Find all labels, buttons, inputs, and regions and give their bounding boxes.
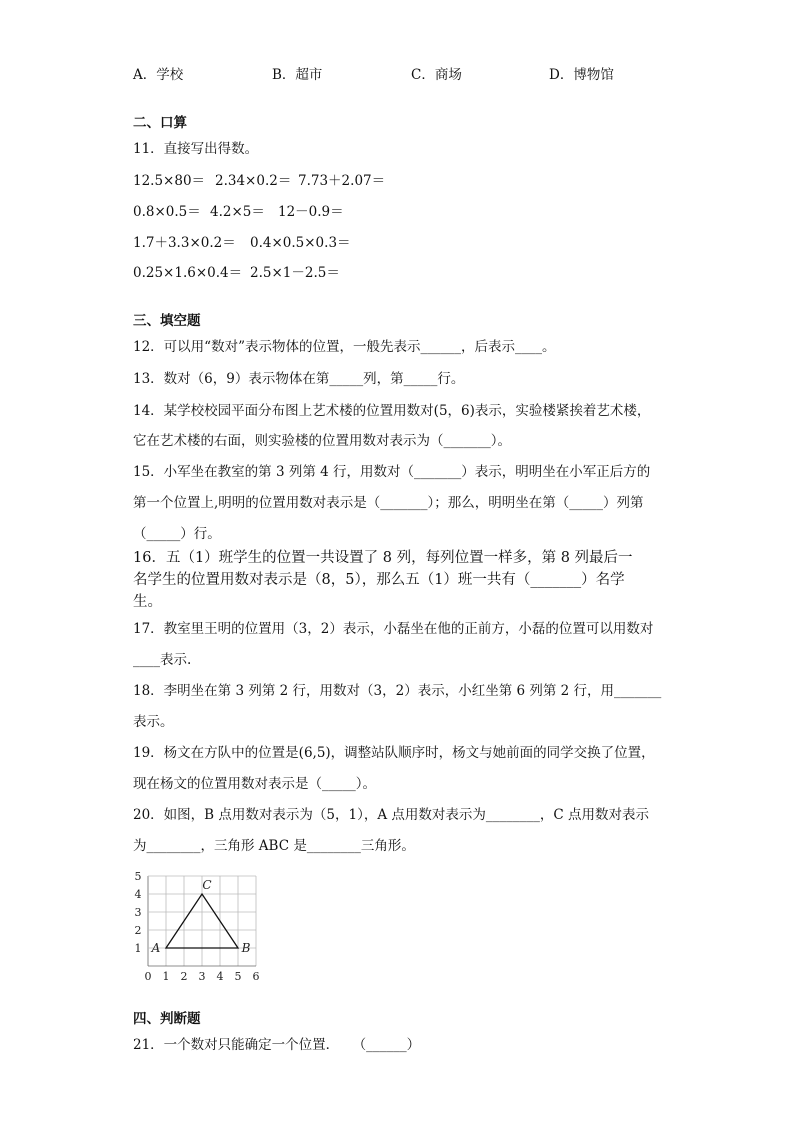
section-title-oral-calc: 二、口算 bbox=[133, 115, 187, 131]
question-15-line-1: 15．小军坐在教室的第 3 列第 4 行，用数对（_______）表示，明明坐在小军正后方的 bbox=[133, 464, 651, 480]
x-tick-label: 0 bbox=[144, 970, 152, 983]
question-21: 21．一个数对只能确定一个位置． （______） bbox=[133, 1037, 421, 1053]
point-label-c: C bbox=[202, 878, 212, 892]
point-label-b: B bbox=[241, 941, 251, 955]
y-tick-label: 2 bbox=[134, 924, 142, 937]
calc-item: 12－0.9＝ bbox=[278, 204, 344, 220]
section-title-judgment: 四、判断题 bbox=[133, 1011, 201, 1027]
calc-item: 4.2×5＝ bbox=[210, 204, 265, 220]
question-18-line-2: 表示。 bbox=[133, 714, 174, 730]
question-17-line-1: 17．教室里王明的位置用（3，2）表示，小磊坐在他的正前方，小磊的位置可以用数对 bbox=[133, 621, 654, 637]
coordinate-grid-figure bbox=[128, 866, 263, 986]
calc-row-4 bbox=[133, 264, 340, 282]
question-14-line-1: 14．某学校校园平面分布图上艺术楼的位置用数对(5，6)表示，实验楼紧挨着艺术楼， bbox=[133, 403, 651, 419]
y-tick-label: 4 bbox=[134, 888, 142, 901]
question-14-line-2: 它在艺术楼的右面，则实验楼的位置用数对表示为（_______）。 bbox=[133, 433, 511, 449]
calc-row-3 bbox=[133, 234, 351, 252]
question-12: 12．可以用“数对”表示物体的位置，一般先表示______，后表示____。 bbox=[133, 339, 556, 355]
question-15-line-2: 第一个位置上,明明的位置用数对表示是（_______）；那么，明明坐在第（_____）列第 bbox=[133, 495, 644, 511]
y-tick-label: 3 bbox=[134, 906, 142, 919]
question-18-line-1: 18．李明坐在第 3 列第 2 行，用数对（3，2）表示，小红坐第 6 列第 2 行，用_______ bbox=[133, 683, 662, 699]
x-tick-label: 1 bbox=[162, 970, 170, 983]
question-16-line-3: 生。 bbox=[133, 594, 162, 610]
question-19-line-1: 19．杨文在方队中的位置是(6,5)，调整站队顺序时，杨文与她前面的同学交换了位置， bbox=[133, 745, 655, 761]
calc-item: 0.8×0.5＝ bbox=[133, 204, 201, 220]
calc-item: 7.73＋2.07＝ bbox=[298, 173, 386, 189]
question-20-line-1: 20．如图，B 点用数对表示为（5，1），A 点用数对表示为________，C 点用数对表示 bbox=[133, 807, 649, 823]
calc-item: 0.25×1.6×0.4＝ bbox=[133, 265, 243, 281]
question-13: 13．数对（6，9）表示物体在第_____列，第_____行。 bbox=[133, 371, 465, 387]
calc-item: 2.34×0.2＝ bbox=[215, 173, 292, 189]
calc-item: 0.4×0.5×0.3＝ bbox=[250, 235, 351, 251]
question-11: 11．直接写出得数。 bbox=[133, 141, 259, 157]
option-c: C．商场 bbox=[411, 67, 462, 83]
y-tick-label: 1 bbox=[134, 942, 142, 955]
x-tick-label: 4 bbox=[216, 970, 224, 983]
question-19-line-2: 现在杨文的位置用数对表示是（_____）。 bbox=[133, 776, 376, 792]
question-15-line-3: （_____）行。 bbox=[133, 526, 221, 542]
calc-row-1 bbox=[133, 172, 385, 190]
question-20-line-2: 为________，三角形 ABC 是________三角形。 bbox=[133, 838, 415, 854]
question-16-line-1: 16．五（1）班学生的位置一共设置了 8 列，每列位置一样多，第 8 列最后一 bbox=[133, 550, 633, 566]
x-tick-label: 6 bbox=[252, 970, 260, 983]
section-title-fill-blank: 三、填空题 bbox=[133, 313, 201, 329]
option-b: B．超市 bbox=[272, 67, 323, 83]
question-17-line-2: ____表示. bbox=[133, 652, 192, 668]
option-a: A．学校 bbox=[133, 67, 184, 83]
x-tick-label: 2 bbox=[180, 970, 188, 983]
x-tick-label: 3 bbox=[198, 970, 206, 983]
point-label-a: A bbox=[151, 941, 161, 955]
x-tick-label: 5 bbox=[234, 970, 242, 983]
y-tick-label: 5 bbox=[134, 870, 142, 883]
calc-row-2 bbox=[133, 203, 344, 221]
question-16-line-2: 名学生的位置用数对表示是（8，5），那么五（1）班一共有（_______）名学 bbox=[133, 572, 625, 588]
option-d: D．博物馆 bbox=[549, 67, 614, 83]
calc-item: 2.5×1－2.5＝ bbox=[250, 265, 340, 281]
calc-item: 12.5×80＝ bbox=[133, 173, 206, 189]
calc-item: 1.7＋3.3×0.2＝ bbox=[133, 235, 236, 251]
